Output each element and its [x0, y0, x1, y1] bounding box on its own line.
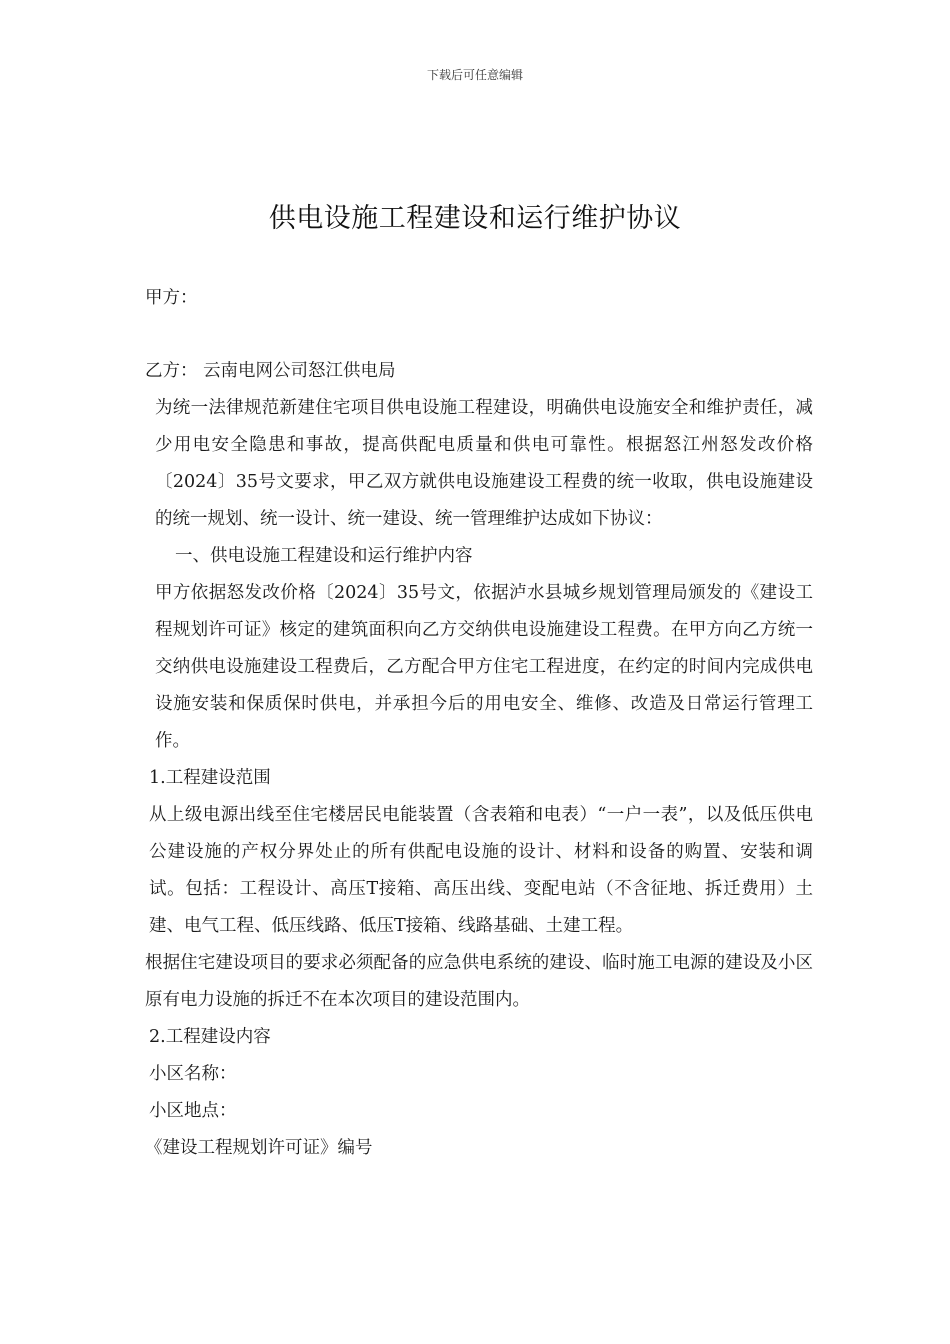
document-title: 供电设施工程建设和运行维护协议: [268, 203, 682, 235]
section-1-paragraph: 甲方依据怒发改价格〔2024〕35号文，依据泸水县城乡规划管理局颁发的《建设工程规划许可证》核定的建筑面积向乙方交纳供电设施建设工程费。在甲方向乙方统一交纳供电设施建设工程费后，乙方配合甲方住宅工程进度，在约定的时间内完成供电设施安装和保质保时供电，并承担今后的用电安全、维修、改造及日常运行管理工作。: [155, 583, 813, 751]
party-a-line: 甲方：: [145, 288, 198, 308]
item-2-heading: 2.工程建设内容: [149, 1027, 271, 1047]
item-1-paragraph: 从上级电源出线至住宅楼居民电能装置（含表箱和电表）“一户一表”，以及低压供电公建设施的产权分界处止的所有供配电设施的设计、材料和设备的购置、安装和调试。包括：工程设计、高压T接箱、高压出线、变配电站（不含征地、拆迁费用）土建、电气工程、低压线路、低压T接箱、线路基础、土建工程。: [149, 805, 813, 936]
item-1-note: 根据住宅建设项目的要求必须配备的应急供电系统的建设、临时施工电源的建设及小区原有电力设施的拆迁不在本次项目的建设范围内。: [145, 953, 813, 1010]
document-body: [145, 280, 813, 1167]
section-1-heading: 一、供电设施工程建设和运行维护内容: [175, 546, 473, 566]
field-permit-number: 《建设工程规划许可证》编号: [145, 1138, 373, 1158]
party-b-line: 乙方： 云南电网公司怒江供电局: [145, 361, 396, 381]
spacer: [145, 317, 813, 353]
intro-paragraph: 为统一法律规范新建住宅项目供电设施工程建设，明确供电设施安全和维护责任，减少用电安全隐患和事故，提高供配电质量和供电可靠性。根据怒江州怒发改价格〔2024〕35号文要求，甲乙双方就供电设施建设工程费的统一收取，供电设施建设的统一规划、统一设计、统一建设、统一管理维护达成如下协议：: [155, 398, 813, 529]
page-header-note: 下载后可任意编辑: [426, 68, 523, 82]
field-community-location: 小区地点：: [149, 1101, 237, 1121]
field-community-name: 小区名称：: [149, 1064, 237, 1084]
item-1-heading: 1.工程建设范围: [149, 768, 271, 788]
